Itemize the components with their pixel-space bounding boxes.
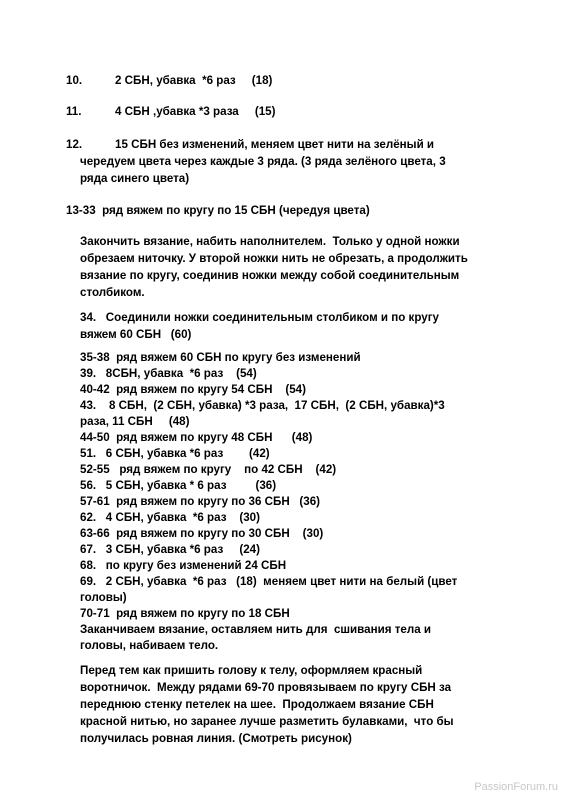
row-text: 70-71 ряд вяжем по кругу по 18 СБН (80, 607, 290, 620)
row-text: 52-55 ряд вяжем по кругу по 42 СБН (42) (80, 463, 337, 476)
row-text: 57-61 ряд вяжем по кругу по 36 СБН (36) (80, 495, 321, 508)
row-number: 12. (66, 138, 83, 151)
watermark: PassionForum.ru (474, 781, 558, 793)
row-text: 67. 3 СБН, убавка *6 раз (24) (80, 543, 260, 556)
row-text: вяжем 60 СБН (60) (80, 328, 192, 341)
paragraph-line: столбиком. (80, 286, 145, 299)
row-text: 63-66 ряд вяжем по кругу по 30 СБН (30) (80, 527, 324, 540)
row-text: Заканчиваем вязание, оставляем нить для сшивания тела и (80, 623, 432, 636)
row-text: головы) (80, 591, 127, 604)
row-text: 43. 8 СБН, (2 СБН, убавка) *3 раза, 17 СБН, (2 СБН, убавка)*3 (80, 399, 445, 412)
row-text: 2 СБН, убавка *6 раз (18) (115, 74, 273, 87)
row-number: 11. (66, 105, 82, 118)
row-text: 68. по кругу без изменений 24 СБН (80, 559, 287, 572)
paragraph-line: вязание по кругу, соединив ножки между собой соединительным (80, 269, 460, 282)
paragraph-line: обрезаем ниточку. У второй ножки нить не обрезать, а продолжить (80, 252, 468, 265)
row-text: раза, 11 СБН (48) (80, 415, 190, 428)
row-text: 39. 8СБН, убавка *6 раз (54) (80, 367, 257, 380)
row-text: 44-50 ряд вяжем по кругу 48 СБН (48) (80, 431, 313, 444)
row-text: ряда синего цвета) (80, 172, 190, 185)
row-text: 34. Соединили ножки соединительным столбиком и по кругу (80, 311, 439, 324)
row-text: 69. 2 СБН, убавка *6 раз (18) меняем цвет нити на белый (цвет (80, 575, 458, 588)
paragraph-line: красной нитью, но заранее лучше разметить булавками, что бы (80, 715, 454, 728)
row-text: 62. 4 СБН, убавка *6 раз (30) (80, 511, 260, 524)
paragraph-line: Перед тем как пришить голову к телу, оформляем красный (80, 664, 423, 677)
paragraph-line: воротничок. Между рядами 69-70 провязываем по кругу СБН за (80, 681, 452, 694)
paragraph-line: Закончить вязание, набить наполнителем. Только у одной ножки (80, 235, 460, 248)
row-text: 51. 6 СБН, убавка *6 раз (42) (80, 447, 270, 460)
row-text: 15 СБН без изменений, меняем цвет нити на зелёный и (115, 138, 435, 151)
paragraph-line: переднюю стенку петелек на шее. Продолжаем вязание СБН (80, 698, 434, 711)
row-text: головы, набиваем тело. (80, 639, 219, 652)
row-text: 13-33 ряд вяжем по кругу по 15 СБН (чередуя цвета) (66, 204, 370, 217)
row-text: чередуем цвета через каждые 3 ряда. (3 ряда зелёного цвета, 3 (80, 155, 446, 168)
row-text: 35-38 ряд вяжем 60 СБН по кругу без изменений (80, 351, 361, 364)
paragraph-line: получилась ровная линия. (Смотреть рисунок) (80, 732, 352, 745)
row-text: 40-42 ряд вяжем по кругу 54 СБН (54) (80, 383, 306, 396)
row-number: 10. (66, 74, 83, 87)
row-text: 4 СБН ,убавка *3 раза (15) (115, 105, 276, 118)
row-text: 56. 5 СБН, убавка * 6 раз (36) (80, 479, 277, 492)
